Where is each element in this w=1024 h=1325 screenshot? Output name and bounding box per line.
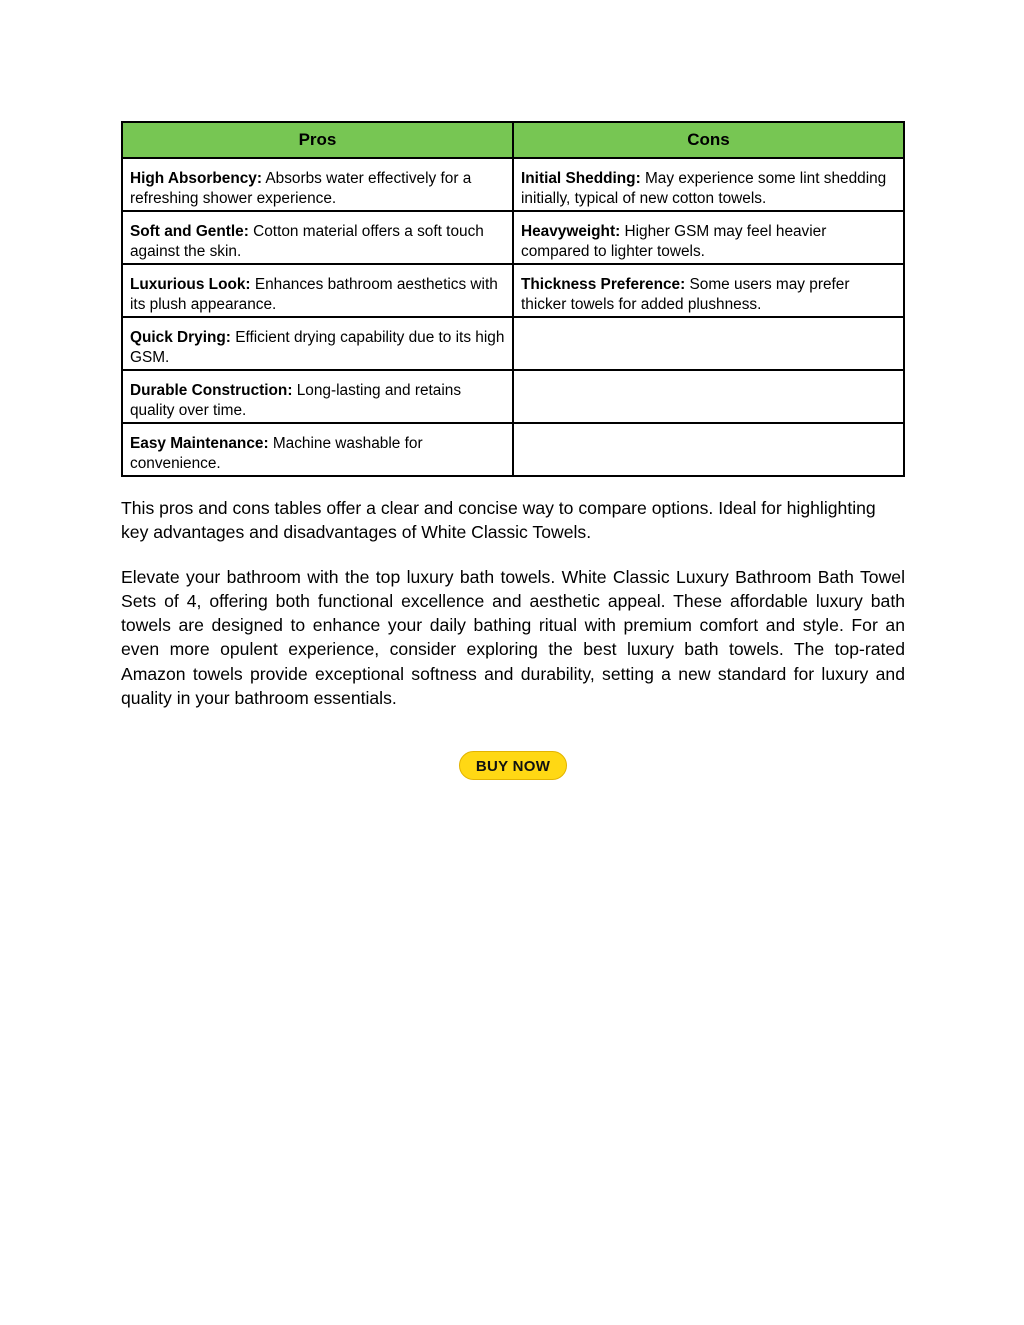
con-term: Initial Shedding: [521,170,641,187]
pros-header: Pros [122,122,513,158]
buy-button-container [121,751,905,780]
pro-term: High Absorbency: [130,170,262,187]
pro-cell [122,158,513,211]
con-cell [513,264,904,317]
con-description: Higher GSM may feel heavier compared to lighter towels. [521,223,827,260]
pro-description: Long-lasting and retains quality over time. [130,382,462,419]
pro-term: Durable Construction: [130,382,293,399]
pro-cell [122,370,513,423]
table-row [122,370,904,423]
pro-description: Cotton material offers a soft touch against the skin. [130,223,484,260]
table-header-row [122,122,904,158]
pro-term: Soft and Gentle: [130,223,249,240]
summary-paragraph: This pros and cons tables offer a clear and concise way to compare options. Ideal for highlighting key advantages and disadvantages of White Classic Towels. [121,498,876,543]
con-cell [513,211,904,264]
table-row [122,317,904,370]
con-cell-empty [513,317,904,370]
con-description: Some users may prefer thicker towels for added plushness. [521,276,850,313]
con-term: Thickness Preference: [521,276,686,293]
table-row [122,264,904,317]
pro-cell [122,211,513,264]
pro-term: Luxurious Look: [130,276,251,293]
con-description: May experience some lint shedding initially, typical of new cotton towels. [521,170,887,207]
pro-cell [122,317,513,370]
pro-description: Enhances bathroom aesthetics with its plush appearance. [130,276,498,313]
con-cell-empty [513,370,904,423]
pros-cons-table [121,121,905,477]
pro-cell [122,264,513,317]
table-row [122,158,904,211]
table-row [122,423,904,476]
con-cell [513,158,904,211]
pro-description: Efficient drying capability due to its high GSM. [130,329,505,366]
body-paragraph: Elevate your bathroom with the top luxury bath towels. White Classic Luxury Bathroom Bath Towel Sets of 4, offering both functional excellence and aesthetic appeal. These affordable luxury bath towels are designed to enhance your daily bathing ritual with premium comfort and style. For an even more opulent experience, consider exploring the best luxury bath towels. The top-rated Amazon towels provide exceptional softness and durability, setting a new standard for luxury and quality in your bathroom essentials. [121,566,905,709]
cons-header: Cons [513,122,904,158]
con-cell-empty [513,423,904,476]
pro-term: Easy Maintenance: [130,435,269,452]
pro-description: Absorbs water effectively for a refreshing shower experience. [130,170,472,207]
pro-cell [122,423,513,476]
table-row [122,211,904,264]
document-page [121,121,905,780]
pro-description: Machine washable for convenience. [130,435,423,472]
con-term: Heavyweight: [521,223,621,240]
pro-term: Quick Drying: [130,329,231,346]
buy-now-button[interactable]: BUY NOW [459,751,567,780]
